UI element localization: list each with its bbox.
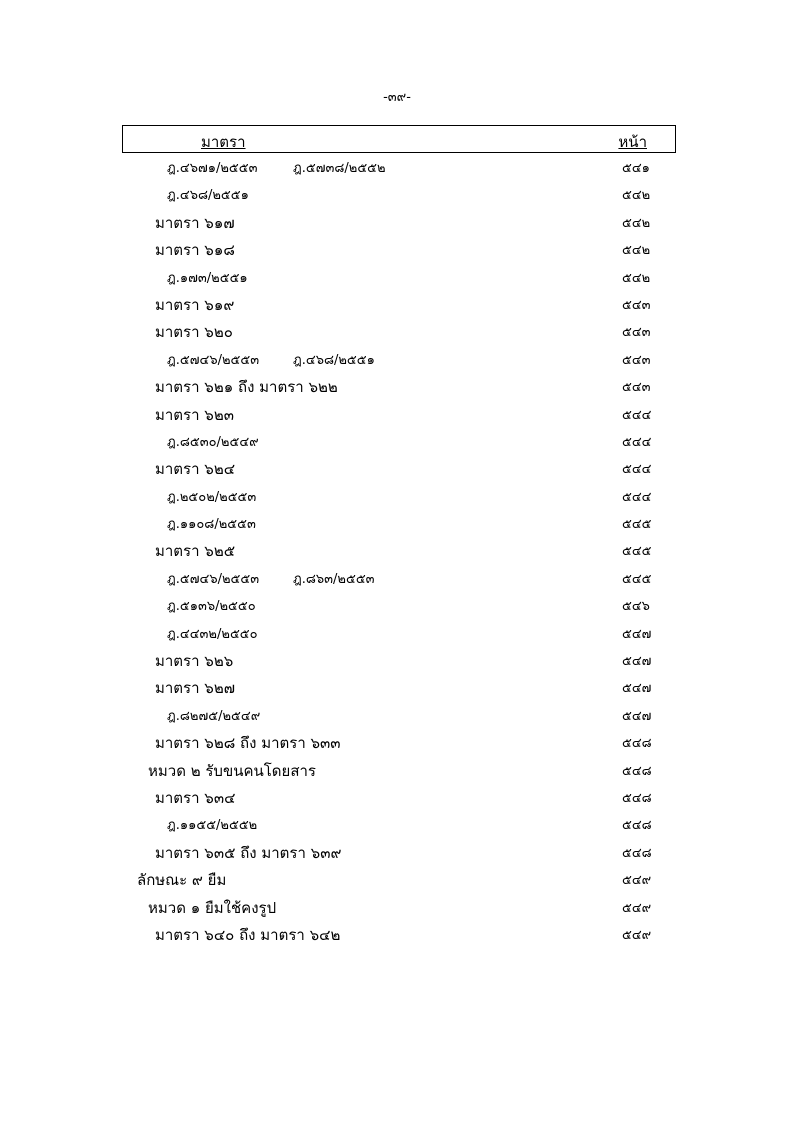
toc-entry-label: มาตรา ๖๒๕ <box>155 542 236 561</box>
toc-entry-label: ฎ.๑๑๐๘/๒๕๕๓ <box>167 517 256 533</box>
toc-entry-page: ๕๔๙ <box>622 900 652 916</box>
toc-entry <box>0 703 794 730</box>
toc-entry-label: มาตรา ๖๒๑ ถึง มาตรา ๖๒๒ <box>155 378 338 397</box>
toc-entry-label: ฎ.๕๗๔๖/๒๕๕๓ <box>167 571 260 587</box>
toc-entry-label: ฎ.๕๗๔๖/๒๕๕๓ <box>167 352 260 368</box>
table-of-contents <box>0 155 794 949</box>
toc-entry-page: ๕๔๒ <box>622 188 651 204</box>
toc-entry-label: ฎ.๑๑๕๕/๒๕๕๒ <box>167 818 258 834</box>
section-column-header: มาตรา <box>201 133 246 151</box>
toc-entry-page: ๕๔๓ <box>622 325 651 341</box>
toc-entry-page: ๕๔๗ <box>622 681 652 697</box>
toc-entry <box>0 182 794 209</box>
toc-entry-page: ๕๔๑ <box>622 161 650 176</box>
toc-entry <box>0 155 794 182</box>
toc-entry <box>0 511 794 538</box>
toc-entry-secondary-ref: ฎ.๘๖๓/๒๕๕๓ <box>293 571 375 587</box>
toc-entry-secondary-ref: ฎ.๕๗๓๘/๒๕๕๒ <box>293 161 386 176</box>
toc-entry-label: มาตรา ๖๑๙ <box>155 295 235 314</box>
toc-entry-label: ฎ.๑๗๓/๒๕๕๑ <box>167 270 248 286</box>
toc-entry-label: ฎ.๔๖๗๑/๒๕๕๓ <box>167 161 258 176</box>
toc-entry-page: ๕๔๔ <box>622 407 652 423</box>
toc-entry-label: ฎ.๘๕๓๐/๒๕๔๙ <box>167 434 259 450</box>
toc-entry-label: ฎ.๒๕๐๒/๒๕๕๓ <box>167 489 257 505</box>
toc-entry-page: ๕๔๒ <box>622 243 651 259</box>
toc-entry <box>0 237 794 264</box>
toc-entry-page: ๕๔๕ <box>622 571 652 587</box>
toc-entry <box>0 812 794 839</box>
toc-entry-page: ๕๔๗ <box>622 626 652 642</box>
toc-entry <box>0 566 794 593</box>
toc-entry-label: หมวด ๑ ยืมใช้คงรูป <box>148 898 277 917</box>
toc-entry <box>0 319 794 346</box>
page-column-header: หน้า <box>618 133 647 151</box>
toc-entry-label: ฎ.๘๒๗๕/๒๕๔๙ <box>167 708 261 724</box>
toc-entry <box>0 621 794 648</box>
toc-entry-label: ฎ.๔๖๘/๒๕๕๑ <box>167 188 249 204</box>
toc-entry <box>0 867 794 894</box>
toc-entry-page: ๕๔๘ <box>622 763 652 779</box>
toc-entry <box>0 484 794 511</box>
toc-entry-page: ๕๔๒ <box>622 215 651 231</box>
toc-entry <box>0 456 794 483</box>
toc-entry <box>0 785 794 812</box>
toc-entry <box>0 730 794 757</box>
toc-entry <box>0 292 794 319</box>
toc-entry-secondary-ref: ฎ.๔๖๘/๒๕๕๑ <box>293 352 375 368</box>
toc-entry-page: ๕๔๘ <box>622 736 652 752</box>
toc-entry-page: ๕๔๔ <box>622 489 652 505</box>
toc-entry <box>0 840 794 867</box>
toc-entry-label: มาตรา ๖๒๗ <box>155 679 235 698</box>
toc-entry <box>0 648 794 675</box>
toc-entry-label: มาตรา ๖๔๐ ถึง มาตรา ๖๔๒ <box>155 925 341 944</box>
toc-entry <box>0 758 794 785</box>
toc-entry-page: ๕๔๒ <box>622 270 651 286</box>
toc-entry-page: ๕๔๘ <box>622 790 652 806</box>
toc-entry-page: ๕๔๘ <box>622 818 652 834</box>
toc-entry-page: ๕๔๓ <box>622 380 651 396</box>
toc-entry-label: มาตรา ๖๓๔ <box>155 788 236 807</box>
toc-entry <box>0 895 794 922</box>
toc-entry-page: ๕๔๗ <box>622 708 652 724</box>
toc-entry-label: ฎ.๕๑๓๖/๒๕๕๐ <box>167 599 256 615</box>
toc-entry-page: ๕๔๓ <box>622 352 651 368</box>
toc-entry-label: มาตรา ๖๒๔ <box>155 460 236 479</box>
toc-entry-label: ฎ.๔๔๓๒/๒๕๕๐ <box>167 626 258 642</box>
toc-entry-page: ๕๔๙ <box>622 927 652 943</box>
page-number: -๓๙- <box>383 90 411 105</box>
toc-entry <box>0 374 794 401</box>
toc-entry-label: มาตรา ๖๒๐ <box>155 323 233 342</box>
toc-entry <box>0 402 794 429</box>
toc-entry-page: ๕๔๕ <box>622 544 652 560</box>
toc-entry-label: มาตรา ๖๒๓ <box>155 405 234 424</box>
toc-entry-page: ๕๔๘ <box>622 845 652 861</box>
toc-entry-page: ๕๔๔ <box>622 462 652 478</box>
toc-entry <box>0 265 794 292</box>
toc-entry <box>0 675 794 702</box>
toc-entry <box>0 593 794 620</box>
toc-entry <box>0 210 794 237</box>
toc-header <box>122 125 676 153</box>
toc-entry-label: มาตรา ๖๑๗ <box>155 213 235 232</box>
toc-entry <box>0 538 794 565</box>
toc-entry <box>0 347 794 374</box>
toc-entry-page: ๕๔๕ <box>622 517 652 533</box>
toc-entry-label: ลักษณะ ๙ ยืม <box>137 871 227 890</box>
toc-entry-label: มาตรา ๖๓๕ ถึง มาตรา ๖๓๙ <box>155 843 342 862</box>
toc-entry <box>0 922 794 949</box>
toc-entry-page: ๕๔๖ <box>622 599 650 615</box>
toc-entry-label: หมวด ๒ รับขนคนโดยสาร <box>148 761 316 780</box>
toc-entry-page: ๕๔๗ <box>622 654 652 670</box>
toc-entry-label: มาตรา ๖๑๘ <box>155 241 235 260</box>
toc-entry-page: ๕๔๔ <box>622 434 652 450</box>
toc-entry <box>0 429 794 456</box>
toc-entry-label: มาตรา ๖๒๘ ถึง มาตรา ๖๓๓ <box>155 734 341 753</box>
toc-entry-label: มาตรา ๖๒๖ <box>155 652 234 671</box>
toc-entry-page: ๕๔๙ <box>622 873 652 889</box>
toc-entry-page: ๕๔๓ <box>622 297 651 313</box>
